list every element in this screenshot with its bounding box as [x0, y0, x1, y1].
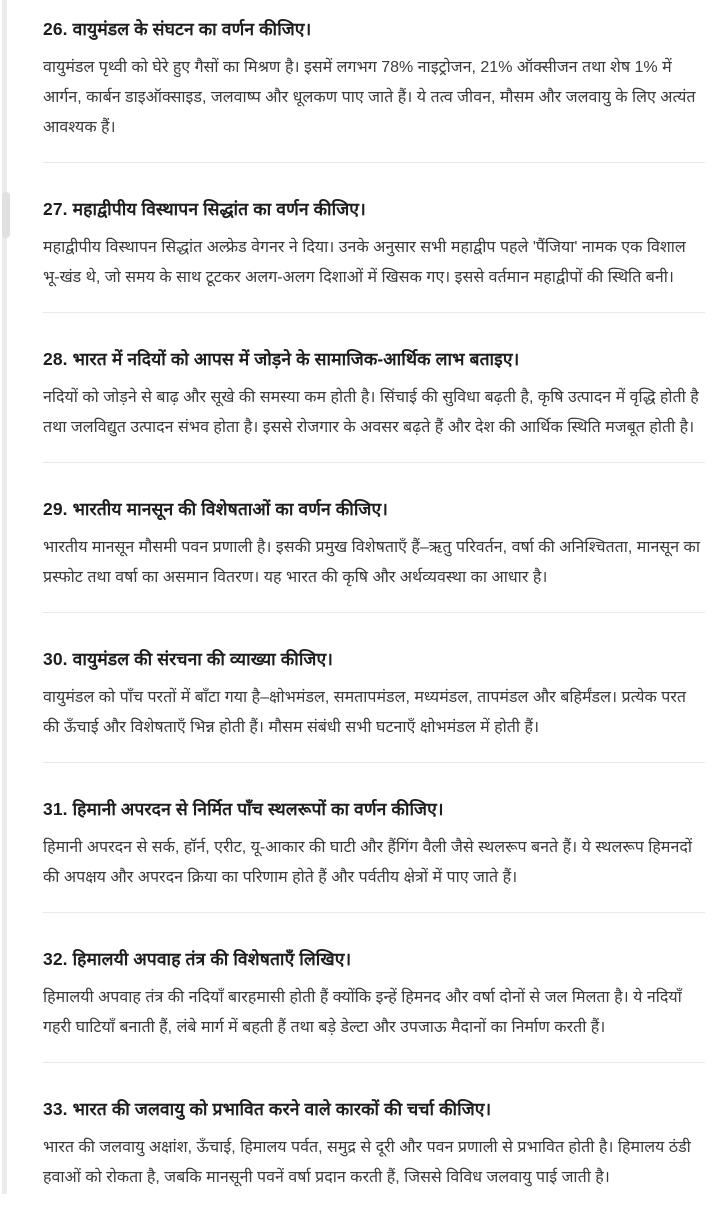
question-heading: 26. वायुमंडल के संघटन का वर्णन कीजिए। — [43, 19, 312, 39]
answer-paragraph: वायुमंडल पृथ्वी को घेरे हुए गैसों का मिश्रण है। इसमें लगभग 78% नाइट्रोजन, 21% ऑक्सीजन तथा शेष 1% में आर्गन, कार्बन डाइऑक्साइड, जलवाष्प और धूलकण पाए जाते हैं। ये तत्व जीवन, मौसम और जलवायु के लिए अत्यंत आवश्यक हैं। — [43, 59, 696, 136]
question-heading: 33. भारत की जलवायु को प्रभावित करने वाले कारकों की चर्चा कीजिए। — [43, 1099, 492, 1119]
qa-section — [43, 612, 705, 762]
answer-paragraph: नदियों को जोड़ने से बाढ़ और सूखे की समस्या कम होती है। सिंचाई की सुविधा बढ़ती है, कृषि उत्पादन में वृद्धि होती है तथा जलविद्युत उत्पादन संभव होता है। इससे रोजगार के अवसर बढ़ते हैं और देश की आर्थिक स्थिति मजबूत होती है। — [43, 389, 699, 436]
question-heading: 29. भारतीय मानसून की विशेषताओं का वर्णन कीजिए। — [43, 499, 388, 519]
answer-paragraph: भारतीय मानसून मौसमी पवन प्रणाली है। इसकी प्रमुख विशेषताएँ हैं–ऋतु परिवर्तन, वर्षा की अनिश्चितता, मानसून का प्रस्फोट तथा वर्षा का असमान वितरण। यह भारत की कृषि और अर्थव्यवस्था का आधार है। — [43, 539, 700, 586]
qa-section — [43, 912, 705, 1062]
qa-section — [43, 162, 705, 312]
question-heading: 31. हिमानी अपरदन से निर्मित पाँच स्थलरूपों का वर्णन कीजिए। — [43, 799, 444, 819]
qa-section — [43, 762, 705, 912]
qa-section — [43, 312, 705, 462]
answer-paragraph: हिमालयी अपवाह तंत्र की नदियाँ बारहमासी होती हैं क्योंकि इन्हें हिमनद और वर्षा दोनों से जल मिलता है। ये नदियाँ गहरी घाटियाँ बनाती हैं, लंबे मार्ग में बहती हैं तथा बड़े डेल्टा और उपजाऊ मैदानों का निर्माण करती हैं। — [43, 989, 682, 1036]
qa-section — [43, 0, 705, 162]
qa-section — [43, 462, 705, 612]
answer-paragraph: वायुमंडल को पाँच परतों में बाँटा गया है–क्षोभमंडल, समतापमंडल, मध्यमंडल, तापमंडल और बहिर्मंडल। प्रत्येक परत की ऊँचाई और विशेषताएँ भिन्न होती हैं। मौसम संबंधी सभी घटनाएँ क्षोभमंडल में होती हैं। — [43, 689, 686, 736]
answer-paragraph: भारत की जलवायु अक्षांश, ऊँचाई, हिमालय पर्वत, समुद्र से दूरी और पवन प्रणाली से प्रभावित होती है। हिमालय ठंडी हवाओं को रोकता है, जबकि मानसूनी पवनें वर्षा प्रदान करती हैं, जिससे विविध जलवायु पाई जाती है। — [43, 1139, 691, 1186]
answer-paragraph: हिमानी अपरदन से सर्क, हॉर्न, एरीट, यू-आकार की घाटी और हैंगिंग वैली जैसे स्थलरूप बनते हैं। ये स्थलरूप हिमनदों की अपक्षय और अपरदन क्रिया का परिणाम होते हैं और पर्वतीय क्षेत्रों में पाए जाते हैं। — [43, 839, 693, 886]
question-heading: 28. भारत में नदियों को आपस में जोड़ने के सामाजिक-आर्थिक लाभ बताइए। — [43, 349, 520, 369]
question-heading: 27. महाद्वीपीय विस्थापन सिद्धांत का वर्णन कीजिए। — [43, 199, 366, 219]
question-heading: 32. हिमालयी अपवाह तंत्र की विशेषताएँ लिखिए। — [43, 949, 352, 969]
question-heading: 30. वायुमंडल की संरचना की व्याख्या कीजिए। — [43, 649, 333, 669]
qa-section — [43, 1062, 705, 1212]
answer-paragraph: महाद्वीपीय विस्थापन सिद्धांत अल्फ्रेड वेगनर ने दिया। उनके अनुसार सभी महाद्वीप पहले 'पैंजिया' नामक एक विशाल भू-खंड थे, जो समय के साथ टूटकर अलग-अलग दिशाओं में खिसक गए। इससे वर्तमान महाद्वीपों की स्थिति बनी। — [43, 239, 686, 286]
